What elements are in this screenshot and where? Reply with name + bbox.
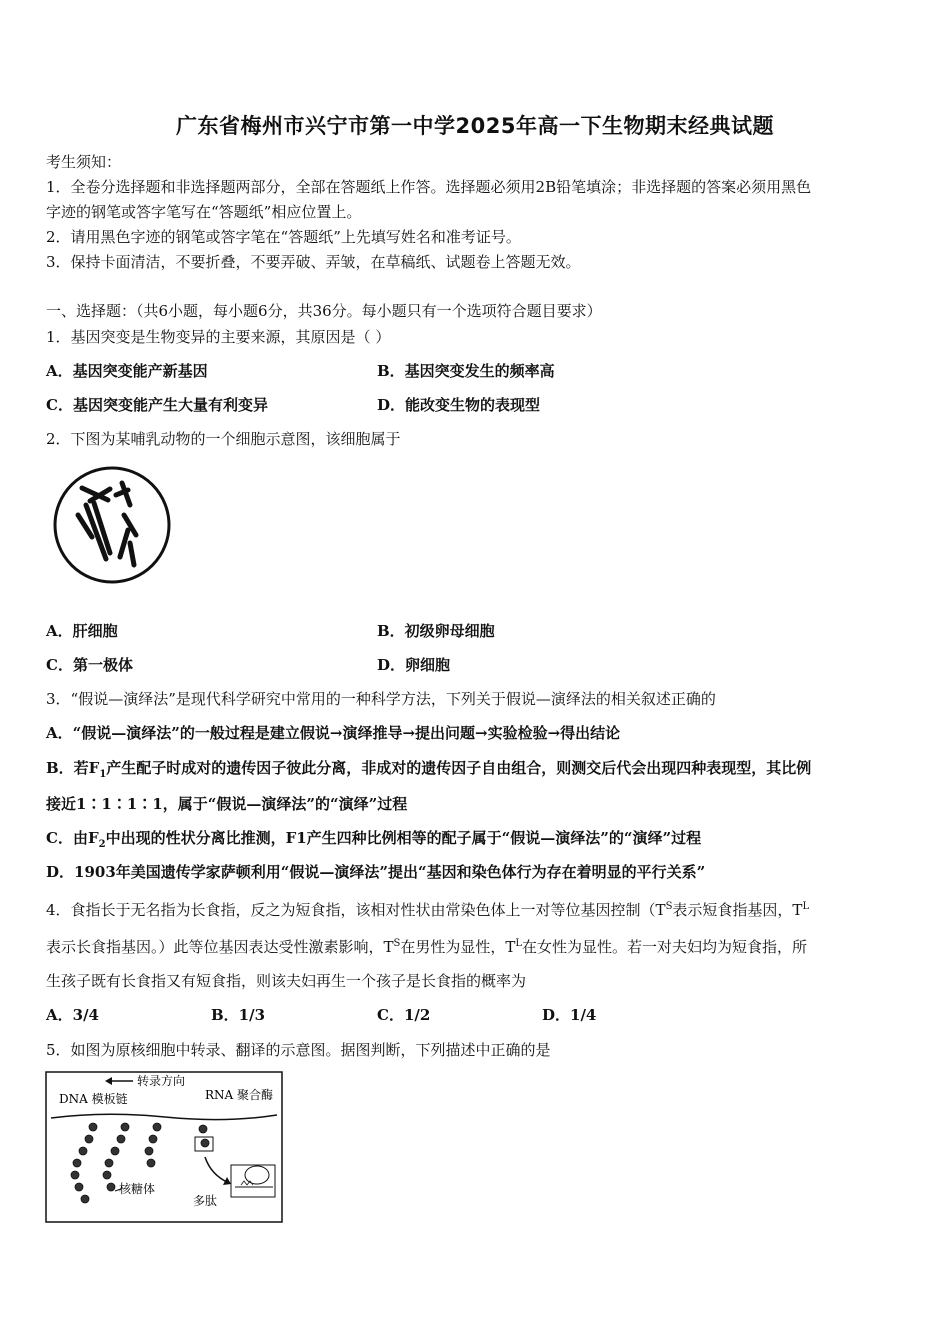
q3-option-c[interactable] (46, 828, 908, 855)
q1-option-a[interactable]: A．基因突变能产新基因 (46, 362, 208, 380)
page-title: 广东省梅州市兴宁市第一中学2025年高一下生物期末经典试题 (176, 114, 774, 138)
q4-sup-s: S (393, 938, 401, 949)
q1-option-b[interactable]: B．基因突变发生的频率高 (377, 362, 555, 380)
question-1-stem: 1．基因突变是生物变异的主要来源，其原因是（ ） (46, 328, 391, 346)
q4-option-b[interactable]: B．1/3 (211, 1006, 266, 1024)
question-3-stem: 3．“假说—演绎法”是现代科学研究中常用的一种科学方法，下列关于假说—演绎法的相关叙述正确的 (46, 690, 716, 708)
q2-option-c[interactable]: C．第一极体 (46, 656, 133, 674)
cell-diagram-figure (50, 465, 175, 585)
question-4-stem-cont (46, 934, 908, 957)
q2-option-b[interactable]: B．初级卵母细胞 (377, 622, 495, 640)
q4-l1-b: 表示短食指基因，T (672, 901, 803, 919)
notice-heading: 考生须知： (46, 153, 122, 171)
question-2-stem: 2．下图为某哺乳动物的一个细胞示意图，该细胞属于 (46, 430, 401, 448)
q3-b-pre: B．若F (46, 759, 100, 777)
transcription-translation-figure (45, 1071, 283, 1223)
q4-l1-a: 4．食指长于无名指为长食指，反之为短食指，该相对性状由常染色体上一对等位基因控制（T (46, 901, 666, 919)
label-rna-polymerase: RNA 聚合酶 (205, 1088, 274, 1102)
q4-option-d[interactable]: D．1/4 (542, 1006, 597, 1024)
q3-c-post: 中出现的性状分离比推测，F1产生四种比例相等的配子属于“假说—演绎法”的“演绎”过程 (105, 829, 702, 847)
question-4-stem (46, 897, 908, 920)
q2-option-a[interactable]: A．肝细胞 (46, 622, 118, 640)
q4-sup-l: L (802, 901, 810, 912)
q3-c-pre: C．由F (46, 829, 99, 847)
question-5-stem: 5．如图为原核细胞中转录、翻译的示意图。据图判断，下列描述中正确的是 (46, 1041, 551, 1059)
q4-option-a[interactable]: A．3/4 (46, 1006, 99, 1024)
section-heading: 一、选择题：（共6小题，每小题6分，共36分。每小题只有一个选项符合题目要求） (46, 302, 602, 320)
q4-l2-c: 在女性为显性。若一对夫妇均为短食指，所 (522, 938, 808, 956)
q3-b-sub: 1 (99, 769, 107, 780)
q2-option-d[interactable]: D．卵细胞 (377, 656, 451, 674)
label-ribosome: 核糖体 (119, 1182, 156, 1196)
q4-sup-s: S (665, 901, 673, 912)
q4-option-c[interactable]: C．1/2 (377, 1006, 431, 1024)
label-direction: 转录方向 (137, 1074, 186, 1088)
q3-b-post: 产生配子时成对的遗传因子彼此分离，非成对的遗传因子自由组合，则测交后代会出现四种表现型，其比例 (106, 759, 812, 777)
notice-item: 2．请用黑色字迹的钢笔或答字笔在“答题纸”上先填写姓名和准考证号。 (46, 228, 521, 246)
label-peptide: 多肽 (193, 1194, 218, 1208)
q4-sup-l: L (515, 938, 523, 949)
q3-option-b-cont: 接近1∶1∶1∶1，属于“假说—演绎法”的“演绎”过程 (46, 795, 408, 813)
q3-option-d[interactable]: D．1903年美国遗传学家萨顿利用“假说—演绎法”提出“基因和染色体行为存在着明显的平行关系” (46, 863, 706, 881)
chromosomes (78, 483, 136, 565)
question-4-stem-end: 生孩子既有长食指又有短食指，则该夫妇再生一个孩子是长食指的概率为 (46, 972, 527, 990)
cell-membrane (55, 468, 169, 582)
q3-option-a[interactable]: A．“假说—演绎法”的一般过程是建立假说→演绎推导→提出问题→实验检验→得出结论 (46, 724, 621, 742)
q1-option-d[interactable]: D．能改变生物的表现型 (377, 396, 541, 414)
q3-option-b[interactable] (46, 758, 908, 785)
notice-item: 3．保持卡面清洁，不要折叠，不要弄破、弄皱，在草稿纸、试题卷上答题无效。 (46, 253, 581, 271)
label-dna: DNA 模板链 (59, 1092, 128, 1106)
q4-l2-b: 在男性为显性，T (400, 938, 516, 956)
q4-l2-a: 表示长食指基因。）此等位基因表达受性激素影响，T (46, 938, 394, 956)
q3-c-sub: 2 (98, 839, 106, 850)
notice-item: 字迹的钢笔或答字笔写在“答题纸”相应位置上。 (46, 203, 362, 221)
notice-item: 1．全卷分选择题和非选择题两部分，全部在答题纸上作答。选择题必须用2B铅笔填涂；非选择题的答案必须用黑色 (46, 178, 812, 196)
q1-option-c[interactable]: C．基因突变能产生大量有利变异 (46, 396, 268, 414)
